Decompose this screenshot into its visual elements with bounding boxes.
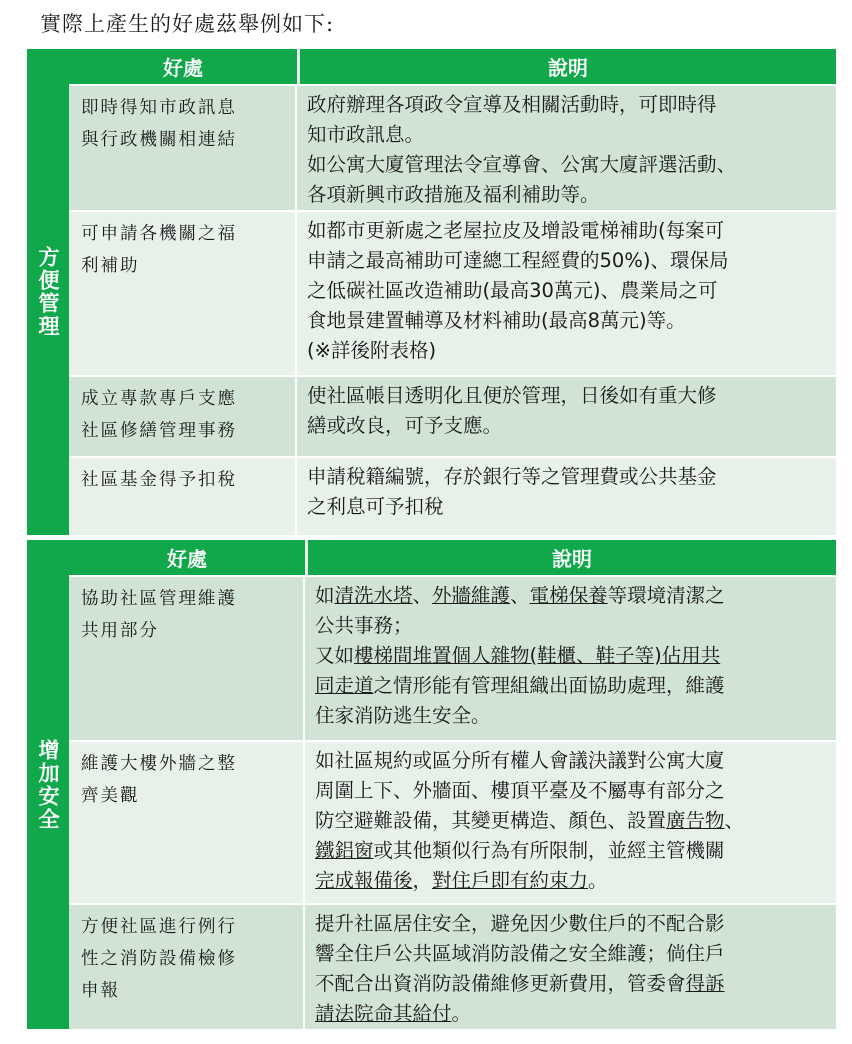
benefit-line: 可申請各機關之福 (81, 224, 237, 245)
description-line (315, 806, 832, 836)
text-segment: 提升社區居住安全，避免因少數住戶的不配合影 (315, 911, 725, 935)
text-segment: 等環境清潔之 (607, 583, 725, 607)
benefit-line: 維護大樓外牆之整 (81, 754, 237, 775)
description-line: 申請稅籍編號，存於銀行等之管理費或公共基金 (307, 465, 717, 489)
text-segment: 或其他類似行為有所限制，並經主管機關 (373, 839, 725, 863)
benefit-line: 社區基金得予扣稅 (81, 470, 237, 491)
benefit-cell (69, 86, 297, 210)
table-row (69, 84, 836, 210)
description-line: 繕或改良，可予支應。 (307, 413, 503, 437)
underlined-text: 同走道 (315, 673, 374, 697)
text-segment: 、 (412, 583, 433, 607)
benefit-line: 成立專款專戶支應 (81, 388, 237, 409)
benefits-table (69, 540, 836, 1029)
text-segment: 、 (510, 583, 530, 607)
underlined-text: 對住戶即有約束力 (432, 869, 589, 893)
description-line (315, 671, 832, 701)
underlined-text: 清洗水塔 (334, 583, 413, 607)
text-segment: 響全住戶公共區域消防設備之安全維護；倘住戶 (315, 941, 725, 965)
description-cell (297, 86, 836, 210)
underlined-text: 廣告物 (666, 809, 725, 833)
description-line (315, 641, 832, 671)
text-segment: 。 (451, 1001, 472, 1025)
benefit-cell (69, 377, 297, 457)
text-segment: 之情形能有管理組織出面協助處理，維護 (373, 673, 725, 697)
table-header (69, 540, 836, 575)
description-cell (305, 742, 836, 902)
table-row (69, 575, 836, 740)
text-segment: 防空避難設備，其變更構造、顏色、設置 (315, 809, 667, 833)
benefit-line: 共用部分 (81, 620, 159, 641)
section-label: 增加安全 (27, 540, 69, 1029)
underlined-text: 樓梯間堆置個人雜物(鞋櫃、鞋子等)佔用共 (354, 643, 721, 667)
benefit-line: 利補助 (81, 256, 140, 277)
description-cell (305, 577, 836, 740)
description-line: 各項新興市政措施及福利補助等。 (307, 182, 600, 206)
description-cell (297, 212, 836, 374)
description-line (315, 776, 832, 806)
description-line (315, 701, 832, 731)
description-line (315, 866, 832, 896)
text-segment: 、 (724, 809, 745, 833)
description-line: 知市政訊息。 (307, 122, 425, 146)
description-line (315, 746, 832, 776)
table-row (69, 375, 836, 457)
description-line: 如公寓大廈管理法令宣導會、公寓大廈評選活動、 (307, 152, 737, 176)
table-header (69, 49, 836, 84)
underlined-text: 電梯保養 (529, 583, 608, 607)
description-line: (※詳後附表格) (307, 339, 437, 363)
description-line: 使社區帳目透明化且便於管理，日後如有重大修 (307, 383, 717, 407)
text-segment: 如社區規約或區分所有權人會議決議對公寓大廈 (315, 749, 725, 773)
underlined-text: 外牆維護 (432, 583, 511, 607)
description-line: 之低碳社區改造補助(最高30萬元)、農業局之可 (307, 279, 718, 303)
text-segment: 又如 (315, 643, 355, 667)
underlined-text: 鐵鋁窗 (315, 839, 374, 863)
table-row (69, 456, 836, 535)
description-line: 食地景建置輔導及材料補助(最高8萬元)等。 (307, 309, 686, 333)
benefit-line: 申報 (81, 980, 120, 1001)
text-segment: 。 (588, 869, 608, 893)
description-line (315, 909, 832, 939)
description-line: 申請之最高補助可達總工程經費的50%)、環保局 (307, 249, 729, 273)
text-segment: 公共事務； (315, 613, 413, 637)
description-line (315, 581, 832, 611)
underlined-text: 請法院命其給付 (315, 1001, 452, 1025)
header-benefit: 好處 (69, 540, 307, 575)
benefit-line: 與行政機關相連結 (81, 129, 237, 150)
benefit-cell (69, 905, 305, 1029)
benefit-cell (69, 212, 297, 374)
text-segment: 不配合出資消防設備維修更新費用，管委會 (315, 971, 686, 995)
description-line: 如都市更新處之老屋拉皮及增設電梯補助(每案可 (307, 219, 725, 243)
underlined-text: 得訴 (685, 971, 725, 995)
table-row (69, 210, 836, 374)
description-cell (297, 458, 836, 535)
benefit-line: 齊美觀 (81, 786, 140, 807)
description-line (315, 999, 832, 1029)
benefit-cell (69, 742, 305, 902)
table-row (69, 740, 836, 902)
description-line (315, 836, 832, 866)
text-segment: ， (412, 869, 433, 893)
benefit-line: 社區修繕管理事務 (81, 420, 237, 441)
text-segment: 住家消防逃生安全。 (315, 703, 491, 727)
benefits-table (69, 49, 836, 535)
description-line (315, 939, 832, 969)
benefit-line: 即時得知市政訊息 (81, 97, 237, 118)
intro-text: 實際上產生的好處茲舉例如下: (40, 12, 335, 36)
description-line: 之利息可予扣稅 (307, 495, 444, 519)
underlined-text: 完成報備後 (315, 869, 413, 893)
benefit-line: 協助社區管理維護 (81, 588, 237, 609)
benefit-cell (69, 577, 305, 740)
section-increase-safety (27, 540, 836, 1029)
header-description: 說明 (299, 49, 836, 84)
description-cell (305, 905, 836, 1029)
header-benefit: 好處 (69, 49, 299, 84)
table-row (69, 903, 836, 1029)
description-line: 政府辦理各項政令宣導及相關活動時，可即時得 (307, 92, 717, 116)
description-line (315, 969, 832, 999)
section-convenient-management (27, 49, 836, 535)
benefit-line: 方便社區進行例行 (81, 916, 237, 937)
header-description: 說明 (307, 540, 836, 575)
section-label: 方便管理 (27, 49, 69, 535)
text-segment: 周圍上下、外牆面、樓頂平臺及不屬專有部分之 (315, 779, 725, 803)
text-segment: 如 (315, 583, 335, 607)
description-cell (297, 377, 836, 457)
benefit-cell (69, 458, 297, 535)
benefit-line: 性之消防設備檢修 (81, 948, 237, 969)
description-line (315, 611, 832, 641)
